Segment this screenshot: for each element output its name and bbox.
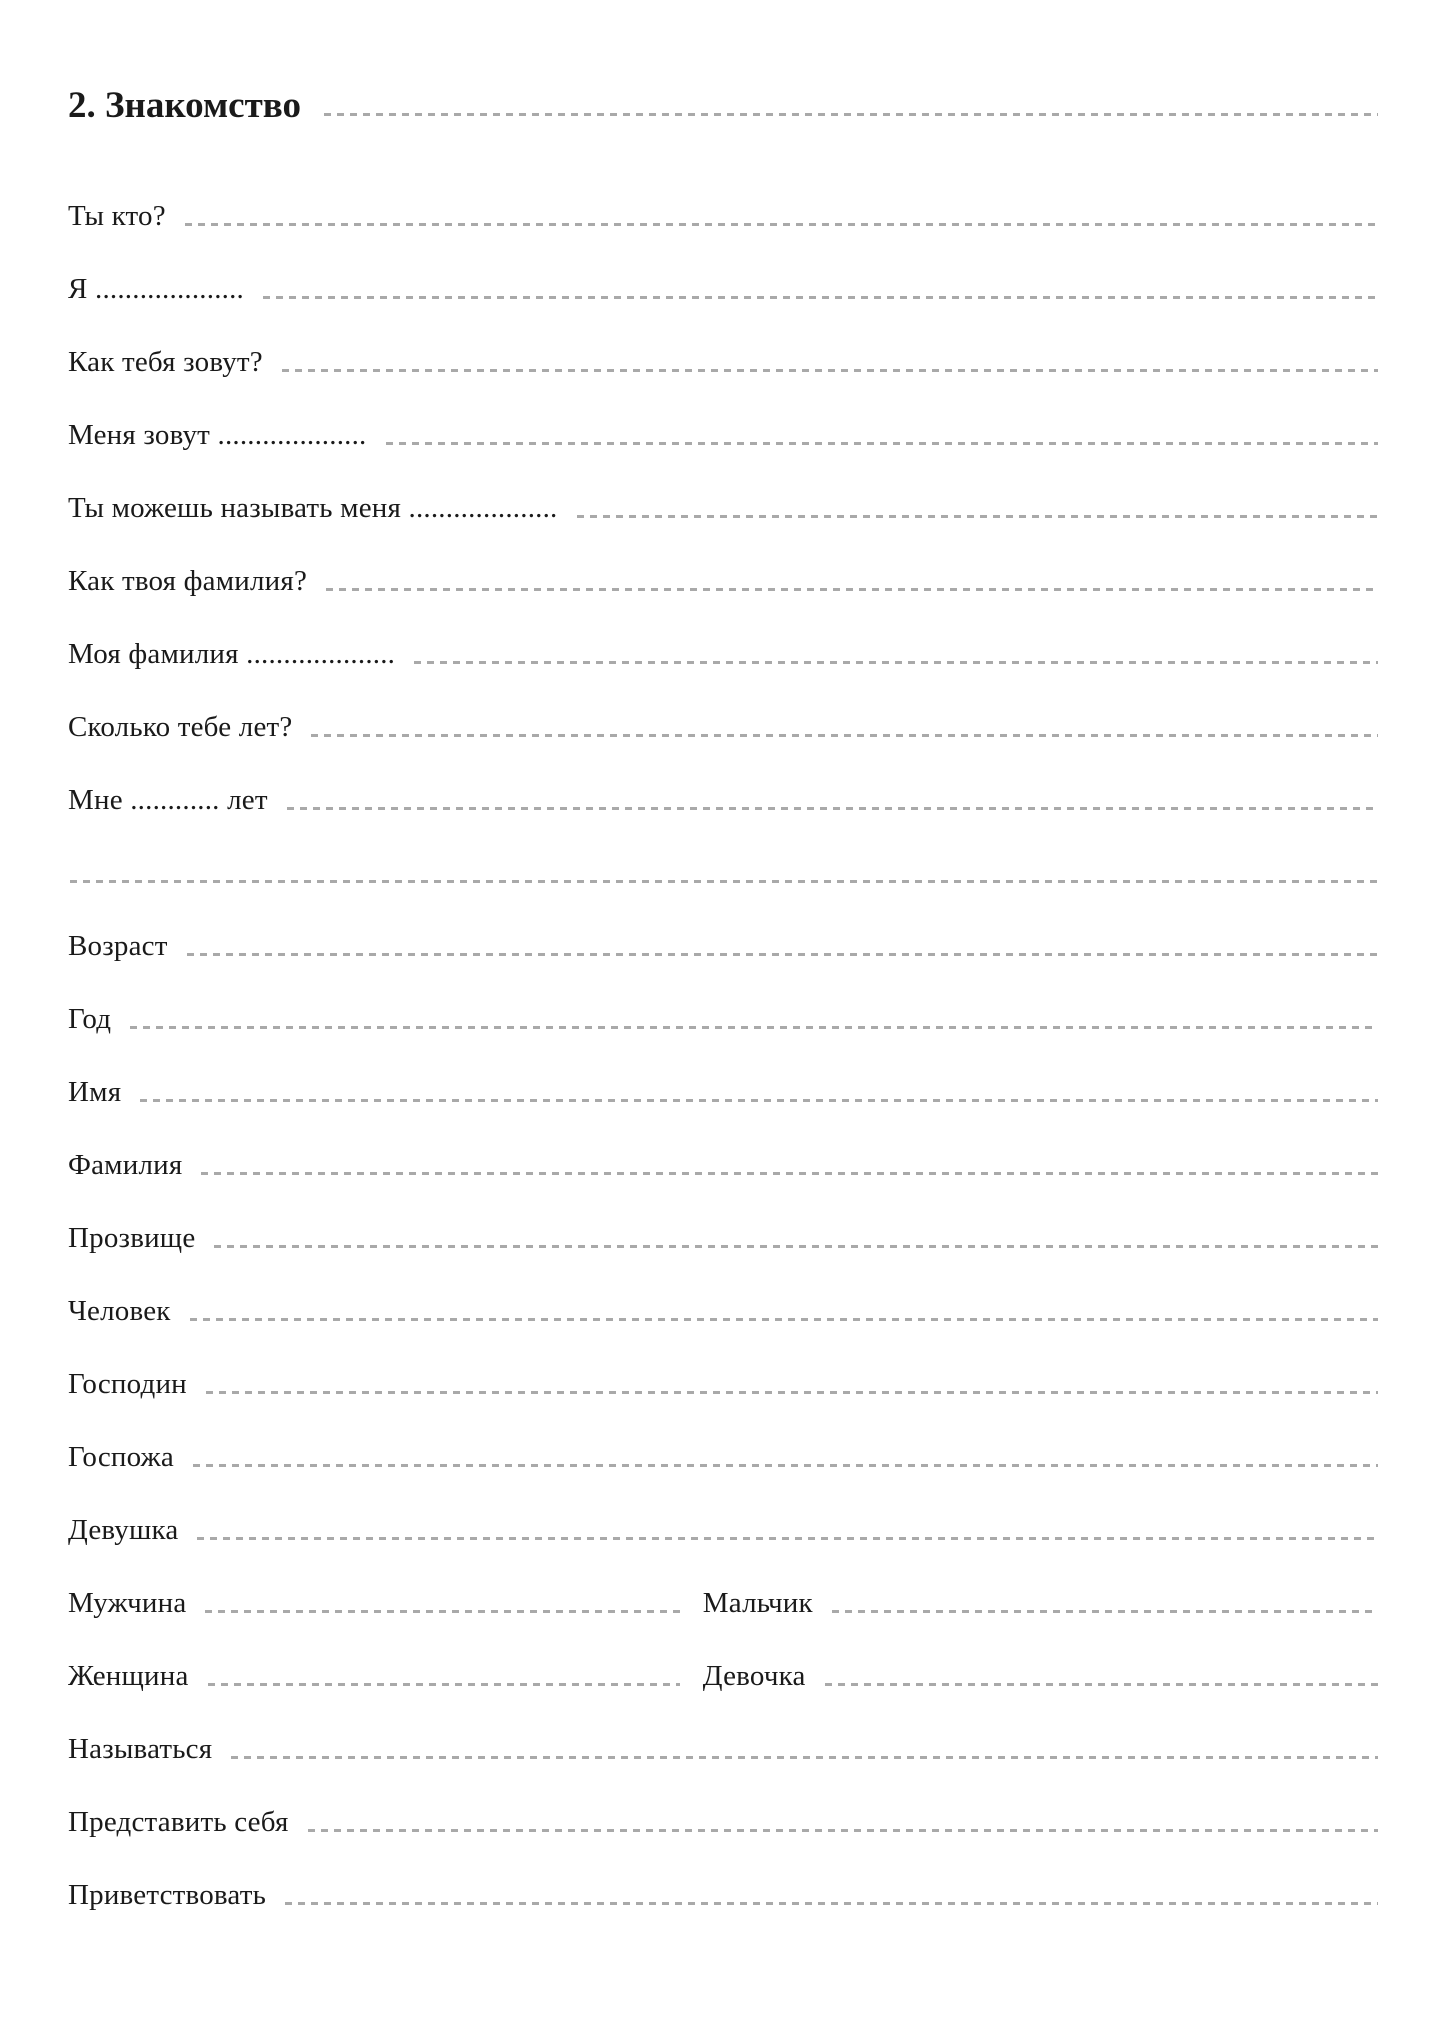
row-label: Ты кто? bbox=[68, 200, 166, 232]
worksheet-row bbox=[68, 379, 1378, 452]
fill-in-line bbox=[197, 1537, 1378, 1540]
row-label: Как твоя фамилия? bbox=[68, 565, 308, 597]
row-label: Моя фамилия .................... bbox=[68, 638, 396, 670]
fill-in-line bbox=[201, 1172, 1378, 1175]
row-label: Меня зовут .................... bbox=[68, 419, 367, 451]
row-label: Девушка bbox=[68, 1514, 179, 1546]
separator-row bbox=[68, 817, 1378, 890]
worksheet-row bbox=[68, 452, 1378, 525]
worksheet-row bbox=[68, 963, 1378, 1036]
row-label: Ты можешь называть меня .................... bbox=[68, 492, 558, 524]
row-label: Возраст bbox=[68, 930, 168, 962]
row-column-left bbox=[68, 1547, 680, 1620]
worksheet-row bbox=[68, 1182, 1378, 1255]
worksheet-row bbox=[68, 1839, 1378, 1912]
worksheet-row bbox=[68, 1036, 1378, 1109]
worksheet-row bbox=[68, 1547, 1378, 1620]
worksheet-row bbox=[68, 1620, 1378, 1693]
fill-in-line bbox=[285, 1902, 1378, 1905]
fill-in-line bbox=[308, 1829, 1379, 1832]
row-label: Называться bbox=[68, 1733, 213, 1765]
worksheet-row bbox=[68, 1693, 1378, 1766]
row-label: Мне ............ лет bbox=[68, 784, 268, 816]
fill-in-line bbox=[414, 661, 1378, 664]
row-label: Женщина bbox=[68, 1660, 189, 1692]
fill-in-line bbox=[190, 1318, 1378, 1321]
worksheet-row bbox=[68, 525, 1378, 598]
fill-in-line bbox=[311, 734, 1378, 737]
fill-in-line bbox=[214, 1245, 1378, 1248]
fill-in-line bbox=[205, 1610, 679, 1613]
row-label: Год bbox=[68, 1003, 112, 1035]
fill-in-line bbox=[282, 369, 1378, 372]
fill-in-line bbox=[832, 1610, 1378, 1613]
worksheet-rows bbox=[68, 160, 1378, 1912]
worksheet-row bbox=[68, 1328, 1378, 1401]
worksheet-row bbox=[68, 671, 1378, 744]
worksheet-row bbox=[68, 160, 1378, 233]
row-label: Мальчик bbox=[702, 1587, 813, 1619]
worksheet-row bbox=[68, 1255, 1378, 1328]
worksheet-row bbox=[68, 598, 1378, 671]
row-label: Имя bbox=[68, 1076, 122, 1108]
fill-in-line bbox=[577, 515, 1378, 518]
worksheet-row bbox=[68, 890, 1378, 963]
row-label: Я .................... bbox=[68, 273, 244, 305]
row-label: Прозвище bbox=[68, 1222, 196, 1254]
row-label: Госпожа bbox=[68, 1441, 174, 1473]
fill-in-line bbox=[130, 1026, 1378, 1029]
fill-in-line bbox=[206, 1391, 1378, 1394]
fill-in-line bbox=[231, 1756, 1378, 1759]
title-fill-in-line bbox=[324, 113, 1378, 116]
worksheet-row bbox=[68, 1401, 1378, 1474]
fill-in-line bbox=[326, 588, 1378, 591]
fill-in-line bbox=[386, 442, 1379, 445]
worksheet-row bbox=[68, 233, 1378, 306]
fill-in-line bbox=[263, 296, 1378, 299]
worksheet-row bbox=[68, 306, 1378, 379]
row-column-left bbox=[68, 1620, 680, 1693]
row-label: Сколько тебе лет? bbox=[68, 711, 293, 743]
row-label: Мужчина bbox=[68, 1587, 187, 1619]
separator-dashed-line bbox=[70, 880, 1378, 883]
worksheet-row bbox=[68, 744, 1378, 817]
row-column-right bbox=[680, 1547, 1378, 1620]
worksheet-row bbox=[68, 1474, 1378, 1547]
row-label: Как тебя зовут? bbox=[68, 346, 263, 378]
fill-in-line bbox=[825, 1683, 1378, 1686]
title-row bbox=[68, 76, 1378, 124]
fill-in-line bbox=[187, 953, 1378, 956]
row-label: Человек bbox=[68, 1295, 171, 1327]
fill-in-line bbox=[287, 807, 1378, 810]
worksheet-row bbox=[68, 1109, 1378, 1182]
row-label: Приветствовать bbox=[68, 1879, 267, 1911]
row-label: Представить себя bbox=[68, 1806, 289, 1838]
fill-in-line bbox=[140, 1099, 1378, 1102]
fill-in-line bbox=[208, 1683, 680, 1686]
row-column-right bbox=[680, 1620, 1378, 1693]
row-label: Девочка bbox=[702, 1660, 806, 1692]
fill-in-line bbox=[193, 1464, 1378, 1467]
worksheet-row bbox=[68, 1766, 1378, 1839]
row-label: Господин bbox=[68, 1368, 187, 1400]
fill-in-line bbox=[185, 223, 1378, 226]
page-title: 2. Знакомство bbox=[68, 85, 302, 126]
row-label: Фамилия bbox=[68, 1149, 183, 1181]
